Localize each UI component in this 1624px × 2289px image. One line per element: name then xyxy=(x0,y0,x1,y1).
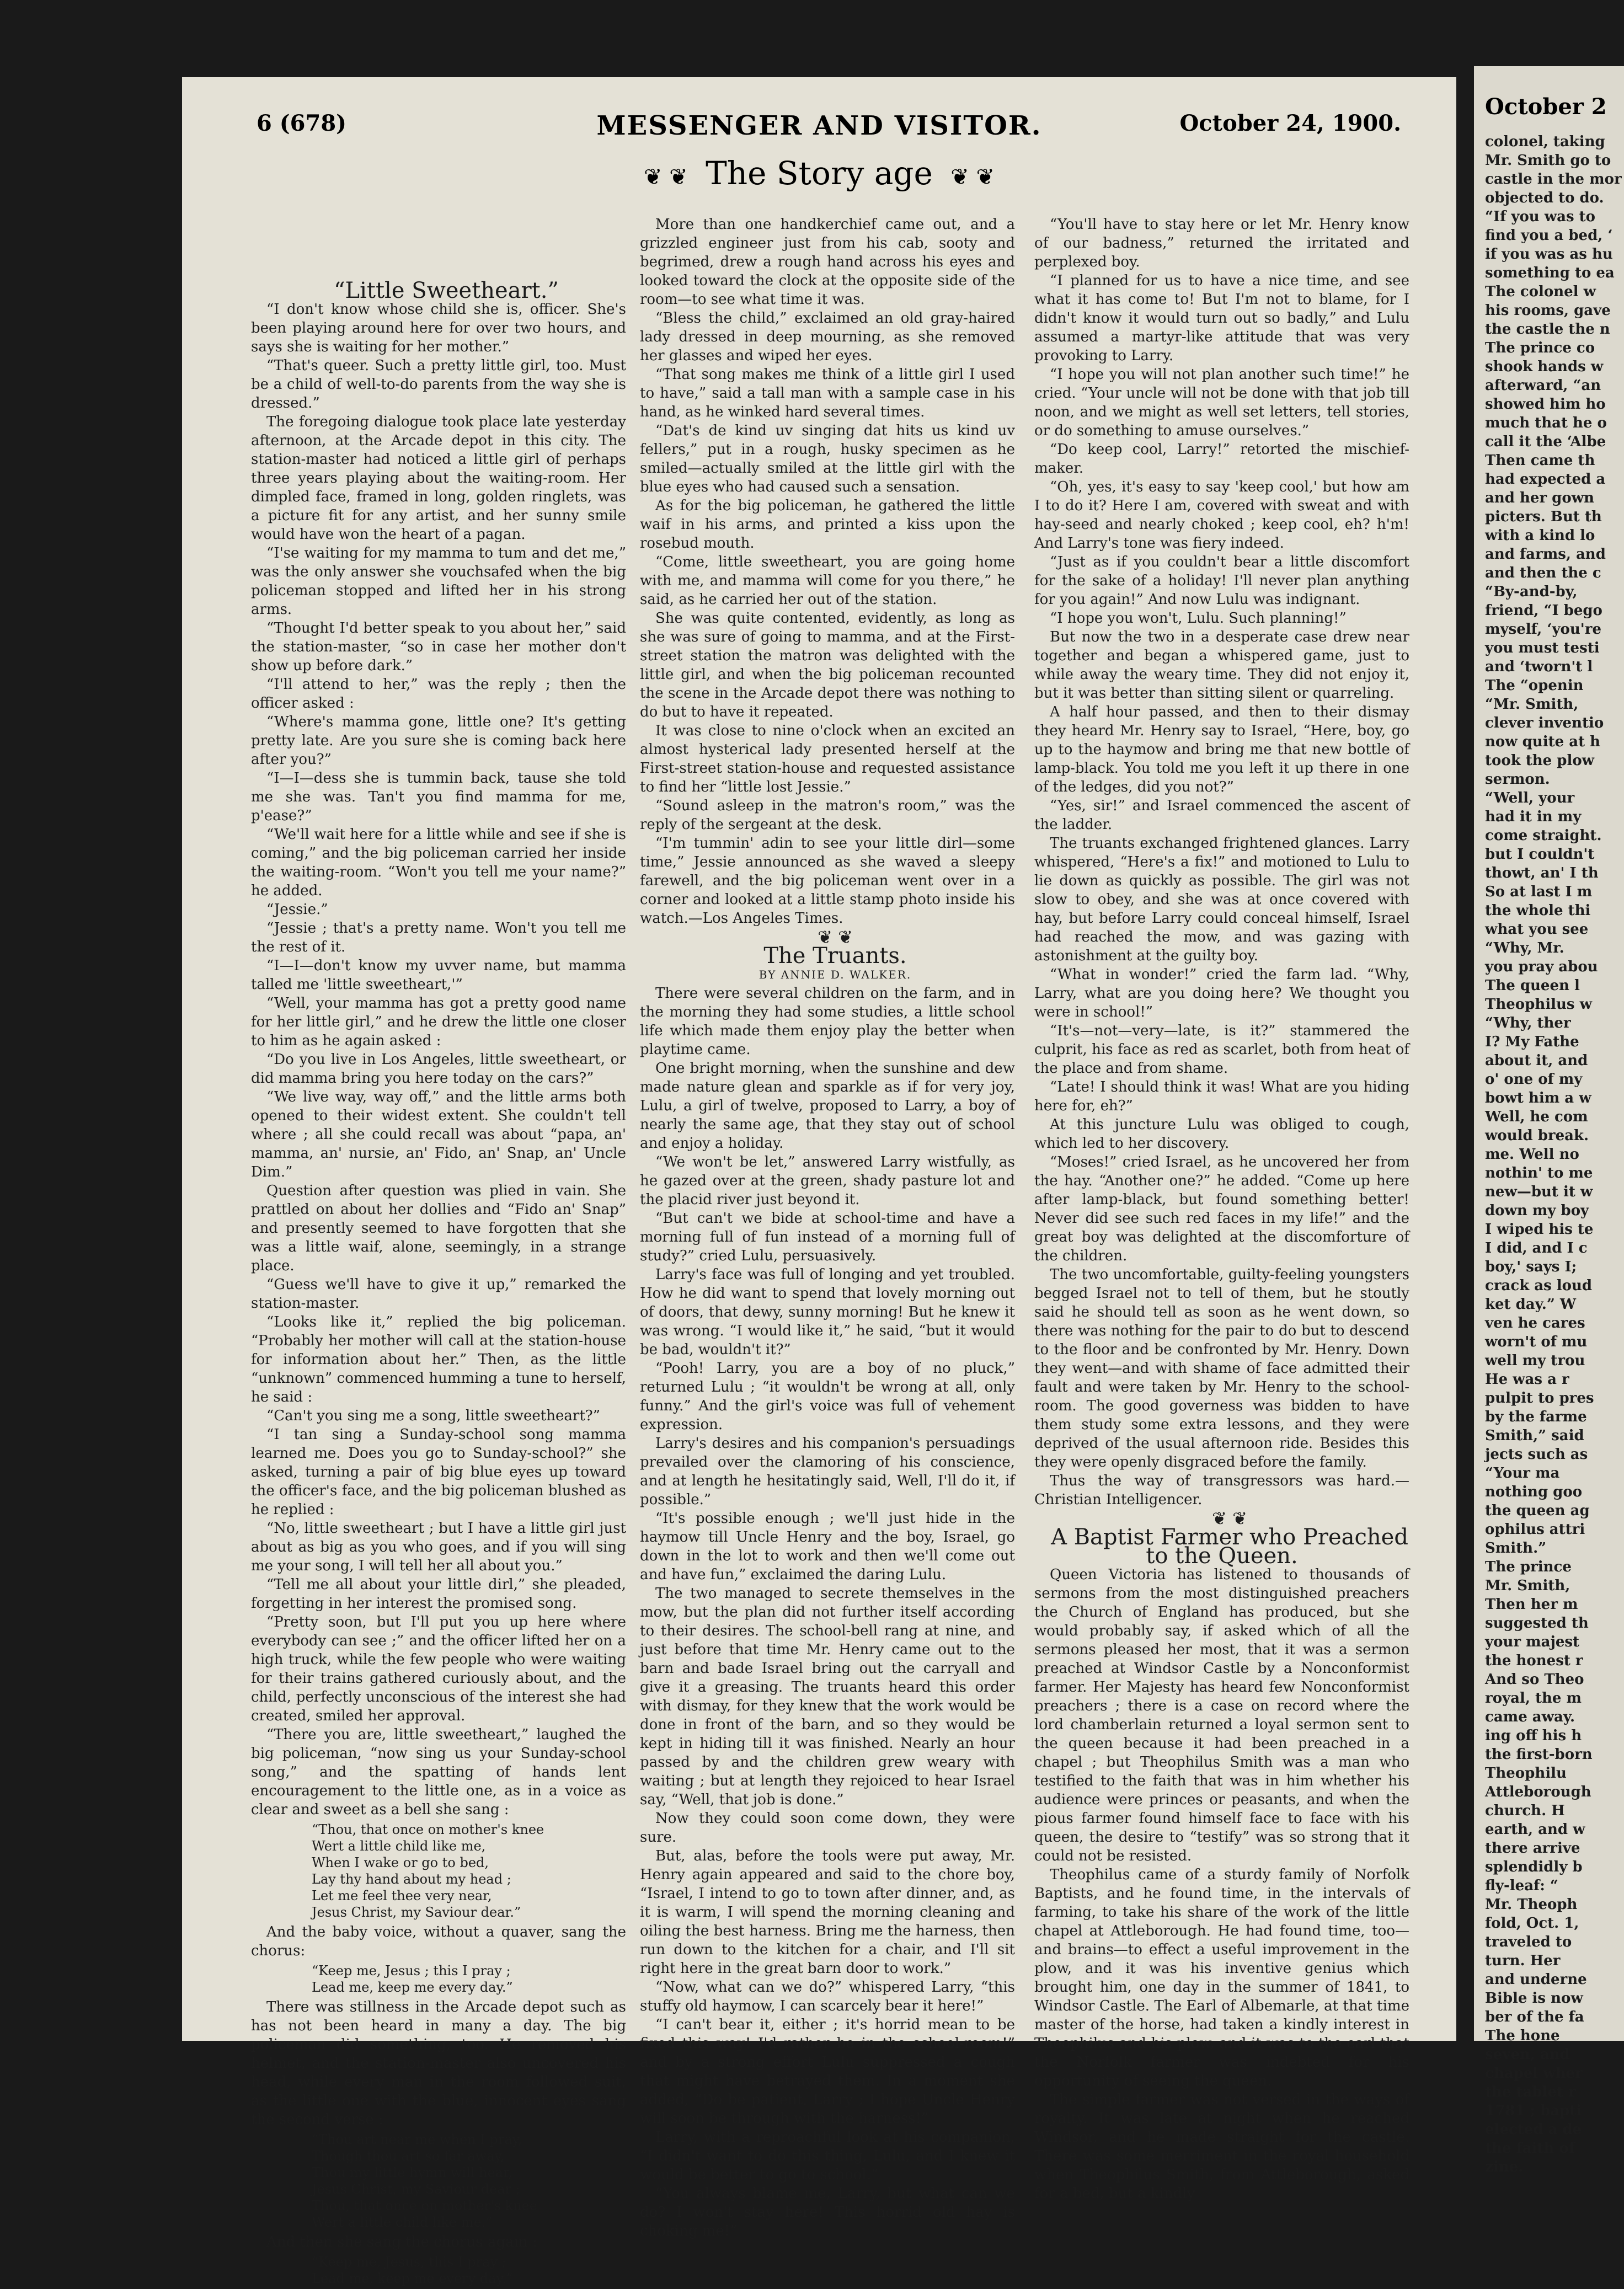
paragraph: “But can't we bide at school-time and have a morning full of fun instead of a morning full of study?” cried Lulu, persuasively. xyxy=(640,1210,1015,1264)
story-title-little-sweetheart: “Little Sweetheart.” xyxy=(334,278,559,303)
text-line: worn't of mu xyxy=(1485,1334,1588,1350)
text-line: Theophilu xyxy=(1485,1765,1567,1782)
paragraph: “Come, little sweetheart, you are going home with me, and mamma will come for you there,” he said, as he carried her out of the station. xyxy=(640,554,1015,608)
text-line: fold, Oct. 1, xyxy=(1485,1915,1579,1932)
ornament-left: ❦ ❦ xyxy=(643,164,688,190)
newspaper-page xyxy=(182,77,1456,2286)
text-line: the queen ag xyxy=(1485,1502,1590,1519)
paragraph: “You'll have to stay here or let Mr. Henry know of our badness,” returned the irritated and perplexed boy. xyxy=(1034,216,1409,270)
text-line: the tablet r xyxy=(1485,2084,1576,2100)
text-line: crack as loud xyxy=(1485,1277,1593,1294)
paragraph: “Now, what can we do?” whispered Larry, “this stuffy old haymow, I can scarcely bear it here!” xyxy=(640,1979,1015,2014)
text-line: what you see xyxy=(1485,921,1589,938)
text-line: the castle the n xyxy=(1485,321,1610,338)
text-line: royal, the m xyxy=(1485,1690,1582,1707)
paragraph: “Thought I'd better speak to you about her,” said the station-master, “so in case her mother don't show up before dark.” xyxy=(251,620,626,674)
text-line: “Your ma xyxy=(1485,1465,1560,1482)
paragraph: “We live way, way off,” and the little arms both opened to their widest extent. She couldn't tell where ; all she could recall was about “papa, an' mamma, an' nursie, an' Fido, an' Snap, an' Uncle Dim.” xyxy=(251,1089,626,1180)
text-line: friend, “I bego xyxy=(1485,602,1602,619)
story-title-baptist-farmer: A Baptist Farmer who Preached to the Queen. xyxy=(1051,1525,1408,1569)
text-line: Then her m xyxy=(1485,1596,1578,1613)
text-line: you pray abou xyxy=(1485,959,1598,975)
paragraph: “I—I—dess she is tummin back, tause she told me she was. Tan't you find mamma for me, p'ease?” xyxy=(251,770,626,824)
text-line: new—but it w xyxy=(1485,1184,1593,1200)
text-line: Attleborough xyxy=(1485,1784,1591,1800)
paragraph: “It's—not—very—late, is it?” stammered the culprit, his face as red as scarlet, both from heat of the place and from shame. xyxy=(1034,1023,1409,1077)
column-2 xyxy=(640,215,1015,2240)
text-line: there arrive xyxy=(1485,1840,1580,1857)
text-line: the honest r xyxy=(1485,1652,1583,1669)
text-line: about it, and xyxy=(1485,1052,1588,1069)
text-line: now quite at h xyxy=(1485,734,1601,750)
text-line: nothing goo xyxy=(1485,1484,1583,1500)
paragraph: Thus the way of transgressors was hard.—Christian Intelligencer. xyxy=(1034,1473,1409,1508)
paragraph: “I can't bear it, either ; it's horrid mean to be fixed this way! I'd rather be in the school-room!” and by a strong effort Lulu suppressed a cough that might have betrayed them. In a moment she added, “Do be patient, Larry ; I hope Uncle Henry will soon be through with the harness!” xyxy=(640,2017,1015,2127)
paragraph: “I'm tummin' adin to see your little dirl—some time,” Jessie announced as she waved a sleepy farewell, and the big policeman went over in a corner and looked at a little stamp photo inside his watch.—Los Angeles Times. xyxy=(640,835,1015,927)
text-line: his rooms, gave xyxy=(1485,302,1611,319)
page-number: 6 (678) xyxy=(257,110,347,136)
text-line: the first-born xyxy=(1485,1746,1593,1763)
text-line: myself, ‘you're xyxy=(1485,621,1601,638)
text-line: Bible is now xyxy=(1485,1990,1583,2007)
text-line: ber of the fa xyxy=(1485,2009,1584,2025)
text-line: Mr. Smith, xyxy=(1485,1577,1570,1594)
paragraph: And then she sang the chorus again : xyxy=(266,2234,537,2250)
paragraph: “That song makes me think of a little girl I used to have,” said a tall man with a sample case in his hand, as he winked hard several times. xyxy=(640,366,1015,420)
text-line: your majest xyxy=(1485,1634,1580,1650)
paragraph: There were several children on the farm, and in the morning they had some studies, a little school life which made them enjoy play the better when playtime came. xyxy=(640,985,1015,1058)
text-line: thowt, an' I th xyxy=(1485,865,1599,881)
paragraph: A half hour passed, and then to their dismay they heard Mr. Henry say to Israel, “Here, boy, go up to the haymow and bring me that new bottle of lamp-black. You told me you left it up there in one of the ledges, did you not?” xyxy=(1034,704,1409,795)
paragraph: “Oh, yes, it's easy to say 'keep cool,' but how am I to do it? Here I am, covered with sweat and with hay-seed and nearly choked ; keep cool, eh? h'm! And Larry's tone was fiery indeed. xyxy=(1034,479,1409,552)
paper-name: MESSENGER AND VISITOR. xyxy=(596,110,1042,141)
paragraph: Queen Victoria has listened to thousands of sermons from the most distinguished preachers the Church of England has produced, but she would probably say, if asked which of all the sermons pleased her most, that it was a sermon preached at Windsor Castle by a Nonconformist farmer. Her Majesty has heard few Nonconformist preachers ; there is a case on record where the lord chamberlain returned a loyal sermon sent to the queen because it had been preached in a chapel ; but Theophilus Smith was a man who testified to the faith that was in him whether his audience were princes or peasants, and when the pious farmer found himself face to face with his queen, the desire to “testify” was so strong that it could not be resisted. xyxy=(1034,1566,1409,1864)
text-line: colonel, taking xyxy=(1485,133,1605,150)
text-line: Theophilus w xyxy=(1485,996,1592,1013)
text-line: The hone xyxy=(1485,2028,1560,2044)
paragraph: More than one handkerchief came out, and a grizzled engineer just from his cab, sooty and begrimed, drew a rough hand across his eyes and looked toward the clock at the opposite side of the room—to see what time it was. xyxy=(640,216,1015,308)
paragraph: The foregoing dialogue took place late yesterday afternoon, at the Arcade depot in this city. The station-master had noticed a little girl of perhaps three years playing about the waiting-room. Her dimpled face, framed in long, golden ringlets, was a picture fit for any artist, and her sunny smile would have won the heart of a pagan. xyxy=(251,414,626,543)
text-line: ven he cares xyxy=(1485,1315,1585,1331)
ornament-divider: ❦ ❦ xyxy=(818,927,853,948)
adjacent-page-date: October 2 xyxy=(1485,94,1607,120)
text-line: and underne xyxy=(1485,1971,1587,1988)
text-line: and farms, and xyxy=(1485,546,1606,563)
paragraph: “There you are, little sweetheart,” laughed the big policeman, “now sing us your Sunday-school song,” and the spatting of hands lent encouragement to the little one, as in a voice as clear and sweet as a bell she sang : xyxy=(251,1726,626,1818)
text-line: 1781 ; bapti xyxy=(1485,2103,1582,2119)
story-body xyxy=(640,984,1015,2240)
paragraph: “Yes, sir!” and Israel commenced the ascent of the ladder. xyxy=(1034,798,1409,833)
text-line: much that he o xyxy=(1485,415,1607,431)
column-1 xyxy=(251,278,626,2289)
text-line: by the farme xyxy=(1485,1409,1587,1425)
text-line: turn. Her xyxy=(1485,1953,1561,1969)
hymn-verse-2: “Thou art near me when I pray, Though thou art so far away, Thou my little hymn will hear, Jesus Christ, my Saviour dear ; Thou, that once on mother's knee Wert a little child like me.” xyxy=(312,2132,537,2230)
paragraph: As for the big policeman, he gathered the little waif in his arms, and printed a kiss upon the rosebud mouth. xyxy=(640,498,1015,552)
text-line: but I couldn't xyxy=(1485,846,1595,863)
paragraph: One bright morning, when the sunshine and dew made nature glean and sparkle as if for very joy, Lulu, a girl of twelve, proposed to Larry, a boy of nearly the same age, that they stay out of school and enjoy a holiday. xyxy=(640,1060,1015,1152)
text-line: “Mr. Smith, xyxy=(1485,696,1579,713)
paragraph: The simple farmer was not versed in the ways of royalty. It was late at night when he reached Windsor, and he made straight for the castle. There was some merriment in the royal household when Theophilus Smith, from Attleborough, asked for a bed, but a kindly xyxy=(1034,2092,1409,2202)
text-line: took the plow xyxy=(1485,752,1595,769)
paragraph: She was quite contented, evidently, as long as she was sure of going to mamma, and at the First-street station the matron was delighted with the little girl, and when the big policeman recounted the scene in the Arcade depot there was nothing to do but to have it repeated. xyxy=(640,610,1015,720)
text-line: Smith.” xyxy=(1485,1540,1547,1557)
paragraph: “Jessie.” xyxy=(266,901,328,918)
text-line: call it the ‘Albe xyxy=(1485,434,1606,450)
text-line: find you a bed, ‘ xyxy=(1485,227,1613,244)
paragraph: “Can't you sing me a song, little sweetheart?” xyxy=(266,1408,600,1424)
paragraph: “I don't know whose child she is, officer. She's been playing around here for over two hours, and says she is waiting for her mother.” xyxy=(251,301,626,355)
text-line: Mr. Smith go to xyxy=(1485,152,1611,169)
text-line: So at last I m xyxy=(1485,884,1593,900)
text-line: The colonel w xyxy=(1485,284,1596,300)
paragraph: And the baby voice, without a quaver, sang the chorus: xyxy=(251,1924,626,1959)
paragraph: Larry's face was full of longing and yet troubled. How he did want to spend that lovely morning out of doors, that dewy, sunny morning! But he knew it was wrong. “I would like it,” he said, “but it would be bad, wouldn't it?” xyxy=(640,1266,1015,1358)
text-line: fly-leaf: “ xyxy=(1485,1878,1558,1894)
story-title-truants: The Truants. xyxy=(763,943,907,969)
text-line: and ‘tworn't l xyxy=(1485,659,1593,675)
text-line: Then came th xyxy=(1485,452,1595,469)
text-line: suggested th xyxy=(1485,1615,1589,1632)
text-line: objected to do. xyxy=(1485,190,1604,206)
text-line: ket day.” W xyxy=(1485,1296,1577,1313)
paragraph: “Looks like it,” replied the big policeman. “Probably her mother will call at the station-house for information about her.” Then, as the little “unknown” commenced humming a tune to herself, he said : xyxy=(251,1314,626,1405)
text-line: clever inventio xyxy=(1485,715,1604,731)
text-line: The “openin xyxy=(1485,677,1584,694)
text-line: The queen l xyxy=(1485,977,1580,994)
text-line: zine. xyxy=(1485,2159,1524,2175)
text-line: Mr. Theoph xyxy=(1485,1896,1578,1913)
paragraph: “What in wonder!” cried the farm lad. “Why, Larry, what are you doing here? We thought you were in school!” xyxy=(1034,966,1409,1020)
paragraph: “It's possible enough ; we'll just hide in the haymow till Uncle Henry and the boy, Israel, go down in the lot to work and then we'll come out and have fun,” exclaimed the daring Lulu. xyxy=(640,1510,1015,1583)
hymn-verse-1: “Thou, that once on mother's knee Wert a little child like me, When I wake or go to bed, Lay thy hand about my head ; Let me feel thee very near, Jesus Christ, my Saviour dear.” xyxy=(312,1822,544,1920)
paragraph: “Do keep cool, Larry!” retorted the mischief-maker. xyxy=(1034,441,1409,477)
paragraph: “I tan sing a Sunday-school song mamma learned me. Does you go to Sunday-school?” she asked, turning a pair of big blue eyes up toward the officer's face, and the big policeman blushed as he replied : xyxy=(251,1426,626,1518)
text-line: “Well, your xyxy=(1485,790,1575,806)
paragraph: “Sound asleep in the matron's room,” was the reply of the sergeant at the desk. xyxy=(640,798,1015,833)
paragraph: It was close to nine o'clock when an excited an almost hysterical lady presented herself at the First-street station-house and requested assistance to find her “little lost Jessie.” xyxy=(640,723,1015,795)
text-line: I? My Fathe xyxy=(1485,1034,1579,1050)
ornament-divider: ❦ ❦ xyxy=(1212,1508,1247,1529)
paragraph: But, alas, before the tools were put away, Mr. Henry again appeared and said to the chore boy, “Israel, I intend to go to town after dinner, and, as it is warm, I will spend the morning cleaning and oiling the best harness. Bring me the harness, then run down to the kitchen for a chair, and I'll sit right here in the great barn door to work.” xyxy=(640,1848,1015,1977)
paragraph: Theophilus came of a sturdy family of Norfolk Baptists, and he found time, in the intervals of farming, to take his share of the work of the little chapel at Attleborough. He had found time, too—and brains—to effect a useful improvement in the plow, and it was his inventive genius which brought him, one day in the summer of 1841, to Windsor Castle. The Earl of Albemarle, at that time master of the horse, had taken a kindly interest in Theophilus and his plow, and it was to the earl that the Norfolk farmer was indebted for his opportunity of seeing the queen. xyxy=(1034,1867,1409,2089)
paragraph: Larry, with a reproachful look at his companion, “I didn't want to do this thing, Lulu, and I knew it would be better to go to school.” xyxy=(640,2129,1015,2183)
text-line: traveled to xyxy=(1485,1934,1572,1950)
text-line: had it in my xyxy=(1485,809,1582,825)
text-line: showed him ho xyxy=(1485,396,1606,413)
ornament-right: ❦ ❦ xyxy=(950,164,995,190)
text-line: splendidly b xyxy=(1485,1859,1583,1875)
paragraph: “I—I—don't know my uvver name, but mamma talled me 'little sweetheart,'” xyxy=(251,958,626,993)
issue-date: October 24, 1900. xyxy=(1179,110,1401,136)
paragraph: “I'se waiting for my mamma to tum and det me,” was the only answer she vouchsafed when the big policeman stopped and lifted her in his strong arms. xyxy=(251,545,626,618)
paragraph: “Tell me all about your little dirl,” she pleaded, forgetting in her interest the promised song. xyxy=(251,1576,626,1612)
text-line: He was a r xyxy=(1485,1371,1569,1388)
paragraph: “Bless the child,” exclaimed an old gray-haired lady dressed in deep mourning, as she removed her glasses and wiped her eyes. xyxy=(640,310,1015,364)
paragraph: At this juncture Lulu was obliged to cough, which led to her discovery. xyxy=(1034,1116,1409,1152)
paragraph: The truants exchanged frightened glances. Larry whispered, “Here's a fix!” and motioned to Lulu to lie down as quickly as possible. The girl was not slow to obey, and she was at once covered with hay, but before Larry could conceal himself, Israel had reached the mow, and was gazing with astonishment at the guilty boy. xyxy=(1034,835,1409,964)
text-line: the faith of xyxy=(1485,2140,1575,2157)
text-line: Smith,” said xyxy=(1485,1427,1584,1444)
text-line: chapel wher xyxy=(1485,2065,1583,2082)
text-line: The prince xyxy=(1485,1559,1572,1575)
section-title-text: The Story age xyxy=(706,154,933,192)
text-line: “Why, Mr. xyxy=(1485,940,1564,956)
text-line: well my trou xyxy=(1485,1352,1585,1369)
text-line: would break. xyxy=(1485,1127,1589,1144)
story-body xyxy=(1034,1565,1409,2203)
text-line: bowt him a w xyxy=(1485,1090,1591,1106)
text-line: jects such as xyxy=(1485,1446,1588,1463)
masthead xyxy=(182,105,1456,149)
paragraph: “I planned for us to have a nice time, and see what it has come to! But I'm not to blame, for I didn't know it would turn out so badly,” and Lulu assumed a martyr-like attitude that was very provoking to Larry. xyxy=(1034,272,1409,364)
paragraph: “Dat's de kind uv singing dat hits us kind uv fellers,” put in a rough, husky specimen as he smiled—actually smiled at the little girl with the blue eyes who had caused such a sensation. xyxy=(640,422,1015,495)
paragraph: “Guess we'll have to give it up,” remarked the station-master. xyxy=(251,1276,626,1312)
text-line: shook hands w xyxy=(1485,359,1604,375)
paragraph: “Jessie ; that's a pretty name. Won't you tell me the rest of it. xyxy=(251,920,626,955)
paragraph: Larry's desires and his companion's persuadings prevailed over the clamoring of his conscience, and at length he hesitatingly said, Well, I'll do it, if possible.” xyxy=(640,1435,1015,1508)
paragraph: Now they could soon come down, they were sure. xyxy=(640,1810,1015,1846)
paragraph: “Do you live in Los Angeles, little sweetheart, or did mamma bring you here today on the cars?” xyxy=(251,1051,626,1087)
paragraph: The two managed to secrete themselves in the mow, but the plan did not further itself according to their desires. The school-bell rang at nine, and just before that time Mr. Henry came out to the barn and bade Israel bring out the carryall and give it a greasing. The truants heard this order with dismay, for they knew that the work would be done in front of the barn, and so they would be kept in hiding till it was finished. Nearly an hour passed by and the children grew weary with waiting ; but at length they rejoiced to hear Israel say, “Well, that job is done.” xyxy=(640,1585,1015,1808)
text-line: had expected a xyxy=(1485,471,1606,488)
paragraph: “Pooh! Larry, you are a boy of no pluck,” returned Lulu ; “it wouldn't be wrong at all, only funny.” And the girl's voice was full of vehement expression. xyxy=(640,1360,1015,1433)
text-line: pulpit to pres xyxy=(1485,1390,1594,1406)
text-line: me. Well no xyxy=(1485,1146,1579,1163)
text-line: “Why, ther xyxy=(1485,1015,1571,1031)
story-body xyxy=(251,1998,626,2129)
text-line: ophilus attri xyxy=(1485,1521,1585,1538)
adjacent-column xyxy=(1485,132,1622,2176)
text-line: elected a de xyxy=(1485,2121,1582,2138)
text-line: sermon. xyxy=(1485,771,1550,788)
text-line: And so Theo xyxy=(1485,1671,1584,1688)
paragraph: “Moses!” cried Israel, as he uncovered her from the hay. “Another one?” he added. “Come up here after lamp-black, but found something better! Never did see such red faces in my life!” and the great boy was delighted at the discomforture of the children. xyxy=(1034,1154,1409,1264)
hymn-chorus-1: “Keep me, Jesus ; this I pray ; Lead me, keep me every day.” xyxy=(312,1963,513,1995)
text-line: come straight. xyxy=(1485,827,1602,844)
text-line: picters. But th xyxy=(1485,509,1602,525)
text-line: church. H xyxy=(1485,1803,1565,1819)
paragraph: “I hope you won't, Lulu. Such planning!” xyxy=(1050,610,1347,627)
text-line: if you was as hu xyxy=(1485,246,1613,263)
text-line: the whole thi xyxy=(1485,902,1591,919)
text-line: castle in the mor xyxy=(1485,171,1622,188)
byline: BY ANNIE D. WALKER. xyxy=(758,968,912,981)
paragraph: “We won't be let,” answered Larry wistfully, as he gazed over at the green, shady pasture lot and the placid river just beyond it. xyxy=(640,1154,1015,1208)
text-line: down my boy xyxy=(1485,1202,1589,1219)
text-line: with a kind lo xyxy=(1485,527,1595,544)
paragraph: “Just as if you couldn't bear a little discomfort for the sake of a holiday! I'll never plan anything for you again!” And now Lulu was indignant. xyxy=(1034,554,1409,608)
text-line: boy,' says I; xyxy=(1485,1259,1577,1275)
text-line: nothin' to me xyxy=(1485,1165,1593,1181)
story-body xyxy=(640,215,1015,928)
column-3 xyxy=(1034,215,1409,2203)
hymn-chorus-2: “Keep me, Jesus, this I pray ; Lead me, keep me every day.” xyxy=(312,2254,513,2286)
text-line: Well, he com xyxy=(1485,1109,1588,1125)
text-line: seven, and xyxy=(1485,2046,1570,2063)
text-line: “By-and-by, xyxy=(1485,584,1578,600)
text-line: I did, and I c xyxy=(1485,1240,1588,1256)
text-line: earth, and w xyxy=(1485,1821,1585,1838)
text-line: afterward, “an xyxy=(1485,377,1601,394)
text-line: and then the c xyxy=(1485,565,1601,581)
paragraph: “Where's mamma gone, little one? It's getting pretty late. Are you sure she is coming back here after you?” xyxy=(251,714,626,768)
section-title xyxy=(182,154,1456,192)
text-line: The prince co xyxy=(1485,340,1595,356)
text-line: you must testi xyxy=(1485,640,1600,656)
text-line: o' one of my xyxy=(1485,1071,1583,1088)
text-line: I wiped his te xyxy=(1485,1221,1594,1238)
text-line: and her gown xyxy=(1485,490,1594,506)
story-body xyxy=(251,300,626,1819)
paragraph: There was stillness in the Arcade depot such as has not been heard in many a day. The big policeman did something, too. He removed his helmet, and the station-master also uncovered his head, while every man in the room followed suit, as the little one with the blue, innocent eyes sang the second verse : xyxy=(251,1999,626,2128)
text-line: ing off his h xyxy=(1485,1728,1582,1744)
text-line: something to ea xyxy=(1485,265,1615,281)
paragraph: The two uncomfortable, guilty-feeling youngsters begged Israel not to tell of them, but he stoutly said he should tell as soon as he went down, so there was nothing for the pair to do but to descend to the floor and be confronted by Mr. Henry. Down they went—and with shame of face admitted their fault and were taken by Mr. Henry to the school-room. The good governess was bidden to have them study some extra lessons, and they were deprived of the usual afternoon ride. Besides this they were openly disgraced before the family. xyxy=(1034,1266,1409,1470)
paragraph: “I'll attend to her,” was the reply ; then the officer asked : xyxy=(251,676,626,712)
text-line: came away. xyxy=(1485,1709,1575,1725)
paragraph: “You always blame me, Larry, but what can we do? I won't stay here! This horrid old hay is choking me!” xyxy=(640,2185,1015,2239)
text-line: “If you was to xyxy=(1485,208,1596,225)
paragraph: “Late! I should think it was! What are you hiding here for, eh?” xyxy=(1034,1079,1409,1114)
paragraph: “We'll wait here for a little while and see if she is coming,” and the big policeman carried her inside the waiting-room. “Won't you tell me your name?” he added. xyxy=(251,826,626,899)
paragraph: “No, little sweetheart ; but I have a little girl just about as big as you who goes, and if you will sing me your song, I will tell her all about you.” xyxy=(251,1520,626,1574)
paragraph: “Pretty soon, but I'll put you up here where everybody can see ;” and the officer lifted her on a high truck, while the few people who were waiting for their trains gathered curiously about, and the child, perfectly unconscious of the interest she had created, smiled her approval. xyxy=(251,1614,626,1724)
paragraph: Question after question was plied in vain. She prattled on about her dollies and “Fido an' Snap” and presently seemed to have forgotten that she was a little waif, alone, seemingly, in a strange place. xyxy=(251,1183,626,1274)
paragraph: “Well, your mamma has got a pretty good name for her little girl,” and he drew the little one closer to him as he again asked : xyxy=(251,995,626,1049)
paragraph: But now the two in a desperate case drew near together and began a whispered game, just to while away the weary time. They did not enjoy it, but it was better than sitting silent or quarreling. xyxy=(1034,629,1409,702)
paragraph: “That's queer. Such a pretty little girl, too. Must be a child of well-to-do parents from the way she is dressed.” xyxy=(251,357,626,411)
story-body xyxy=(1034,215,1409,1509)
adjacent-page xyxy=(1474,66,1624,2175)
paragraph: “I hope you will not plan another such time!” he cried. “Your uncle will not be done with that job till noon, and we might as well set letters, tell stories, or do something to amuse ourselves.” xyxy=(1034,366,1409,439)
